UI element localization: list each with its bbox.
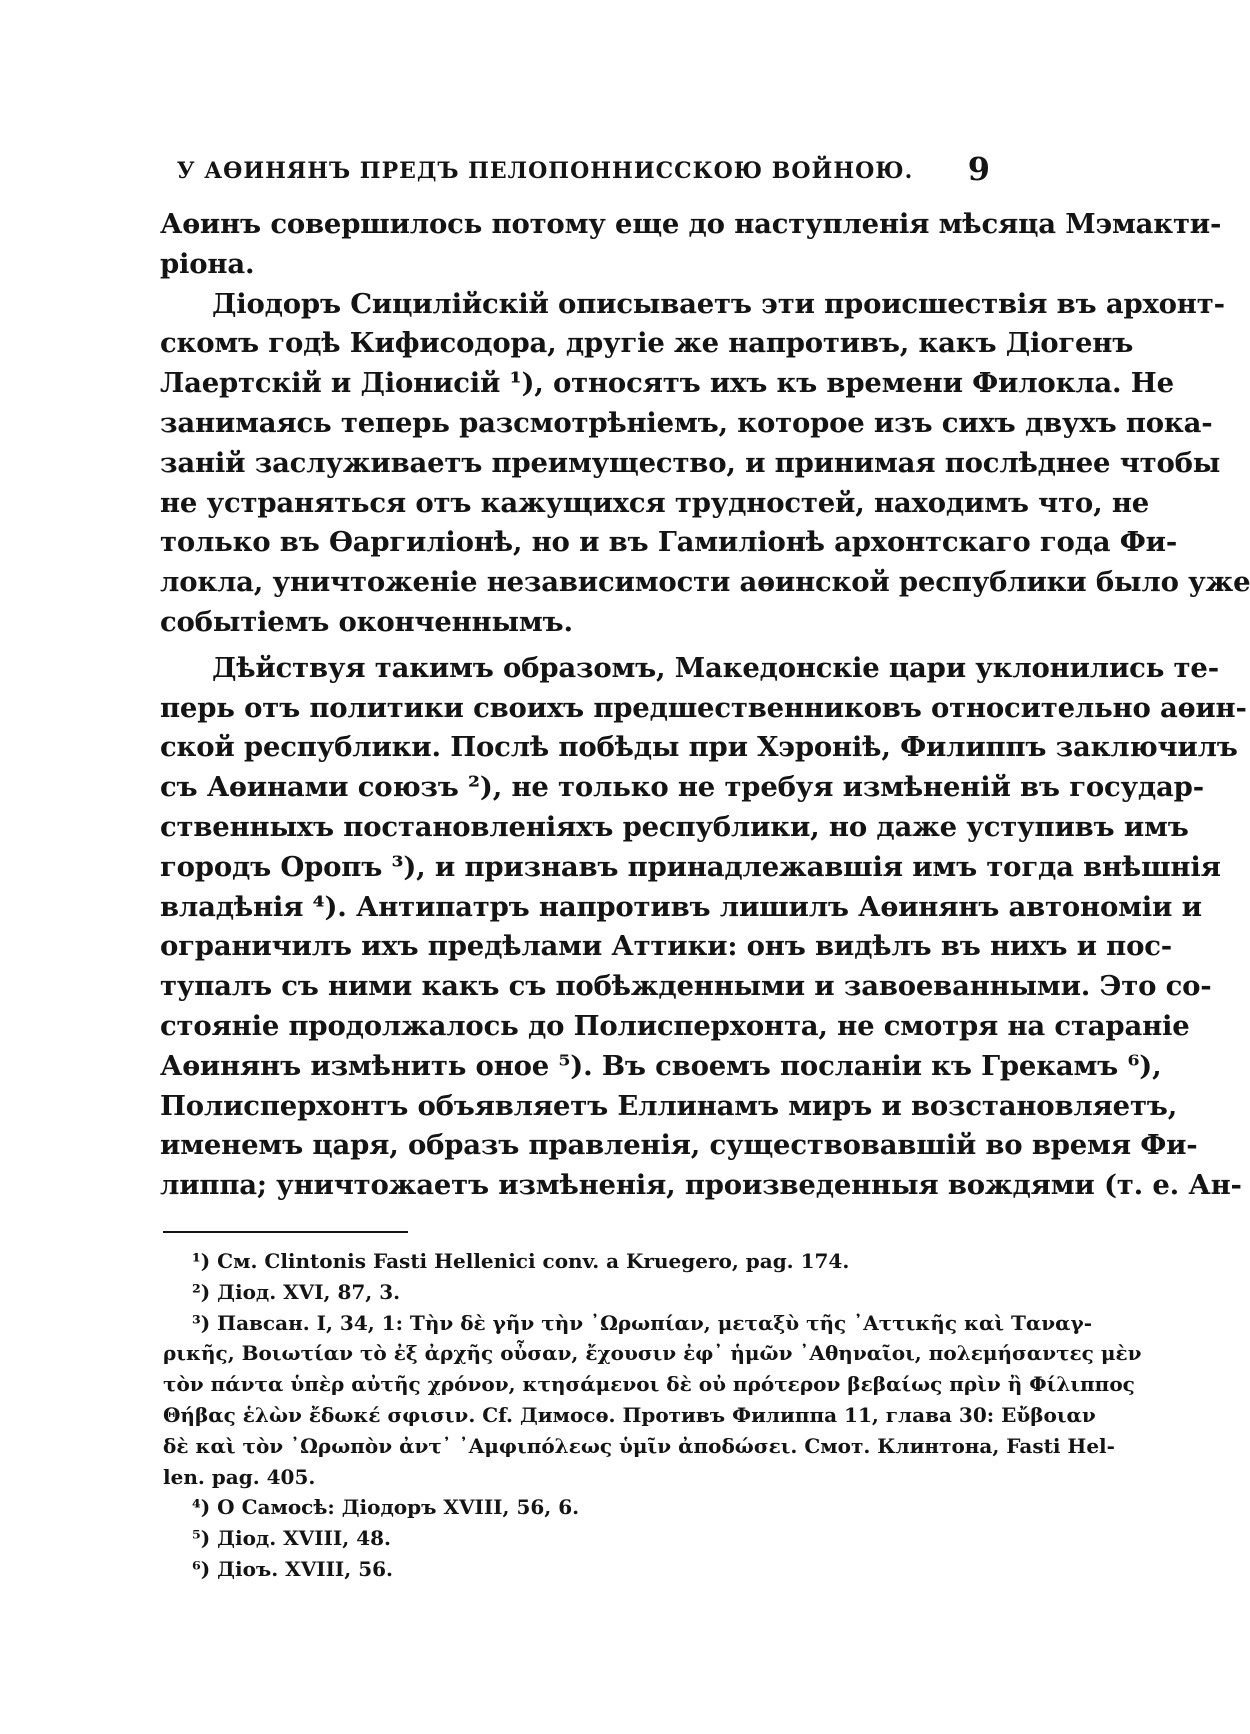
footnote-line: ρικῆς, Βοιωτίαν τὸ ἐξ ἀρχῆς οὖσαν, ἔχουσιν ἐφ᾿ ἡμῶν ᾿Αθηναῖοι, πολεμήσαντες μὲν bbox=[163, 1341, 1142, 1366]
footnote-line: len. pag. 405. bbox=[163, 1464, 316, 1489]
text-line: именемъ царя, образъ правленія, существовавшій во время Фи- bbox=[160, 1129, 1198, 1162]
footnote-line: ¹) См. Clintonis Fasti Hellenici conv. a Kruegero, pag. 174. bbox=[192, 1249, 850, 1273]
page-number: 9 bbox=[967, 150, 990, 188]
running-header bbox=[160, 150, 990, 190]
text-line: городъ Оропъ ³), и признавъ принадлежавшія имъ тогда внѣшнія bbox=[160, 850, 1221, 883]
footnote-line: ⁶) Діоъ. XVIII, 56. bbox=[192, 1556, 393, 1581]
footnote-line: δὲ καὶ τὸν ᾿Ωρωπὸν ἀντ᾿ ᾿Αμφιπόλεως ὑμῖν ἀποδώσει. Смот. Клинтона, Fasti Hel- bbox=[163, 1433, 1115, 1458]
text-line: ріона. bbox=[160, 247, 255, 280]
text-line: Аѳинянъ измѣнить оное ⁵). Въ своемъ посланіи къ Грекамъ ⁶), bbox=[160, 1049, 1162, 1082]
running-title: У АӨИНЯНЪ ПРЕДЪ ПЕЛОПОННИССКОЮ ВОЙНОЮ. bbox=[176, 158, 914, 184]
text-line: Аѳинъ совершилось потому еще до наступленія мѣсяца Мэмакти- bbox=[160, 208, 1222, 240]
text-line: ограничилъ ихъ предѣлами Аттики: онъ видѣлъ въ нихъ и пос- bbox=[160, 930, 1172, 963]
text-line: Дѣйствуя такимъ образомъ, Македонскіе цари уклонились те- bbox=[212, 651, 1219, 684]
text-line: липпа; уничтожаетъ измѣненія, произведенныя вождями (т. е. Ан- bbox=[160, 1169, 1242, 1202]
text-line: заній заслуживаетъ преимущество, и принимая послѣднее чтобы bbox=[160, 446, 1221, 479]
footnote-line: τὸν πάντα ὑπὲρ αὐτῆς χρόνον, κτησάμενοι δὲ οὐ πρότερον βεβαίως πρὶν ἢ Φίλιππος bbox=[163, 1372, 1135, 1397]
text-line: ственныхъ постановленіяхъ республики, но даже уступивъ имъ bbox=[160, 810, 1189, 843]
text-line: только въ Ѳаргиліонѣ, но и въ Гамиліонѣ архонтскаго года Фи- bbox=[160, 526, 1178, 559]
text-line: занимаясь теперь разсмотрѣніемъ, которое изъ сихъ двухъ пока- bbox=[160, 406, 1213, 439]
text-line: перь отъ политики своихъ предшественниковъ относительно аѳин- bbox=[160, 691, 1247, 724]
text-line: скомъ годѣ Кифисодора, другіе же напротивъ, какъ Діогенъ bbox=[160, 327, 1134, 360]
main-text bbox=[160, 205, 1250, 1206]
footnote-line: ⁵) Діод. XVIII, 48. bbox=[192, 1526, 391, 1551]
footnote-rule bbox=[163, 1231, 408, 1233]
text-line: Діодоръ Сицилійскій описываетъ эти происшествія въ архонт- bbox=[212, 287, 1225, 320]
text-line: Полисперхонтъ объявляетъ Еллинамъ миръ и возстановляетъ, bbox=[160, 1089, 1178, 1122]
text-line: локла, уничтоженіе независимости аѳинской республики было уже bbox=[160, 566, 1250, 599]
text-line: ской республики. Послѣ побѣды при Хэронiѣ, Филиппъ заключилъ bbox=[160, 731, 1238, 764]
text-line: владѣнія ⁴). Антипатръ напротивъ лишилъ Аѳинянъ автономіи и bbox=[160, 890, 1202, 923]
text-line: событіемъ оконченнымъ. bbox=[160, 605, 573, 638]
text-line: не устраняться отъ кажущихся трудностей, находимъ что, не bbox=[160, 486, 1150, 519]
footnote-line: ⁴) О Самосѣ: Діодоръ XVIII, 56, 6. bbox=[192, 1495, 580, 1520]
text-line: съ Аѳинами союзъ ²), не только не требуя измѣненій въ государ- bbox=[160, 771, 1204, 804]
text-line: стояніе продолжалось до Полисперхонта, не смотря на стараніе bbox=[160, 1009, 1190, 1042]
text-line: Лаертскій и Діонисій ¹), относятъ ихъ къ времени Филокла. Не bbox=[160, 367, 1174, 400]
text-line: тупалъ съ ними какъ съ побѣжденными и завоеванными. Это со- bbox=[160, 970, 1212, 1003]
footnote-line: ³) Павсан. I, 34, 1: Τὴν δὲ γῆν τὴν ᾿Ωρωπίαν, μεταξὺ τῆς ᾿Αττικῆς καὶ Ταναγ- bbox=[192, 1310, 1093, 1335]
footnote-line: Θήβας ἑλὼν ἔδωκέ σφισιν. Cf. Димосѳ. Противъ Филиппа 11, глава 30: Εὔβοιαν bbox=[163, 1402, 1096, 1427]
footnote-line: ²) Діод. XVI, 87, 3. bbox=[192, 1279, 401, 1304]
footnotes bbox=[163, 1246, 1142, 1585]
